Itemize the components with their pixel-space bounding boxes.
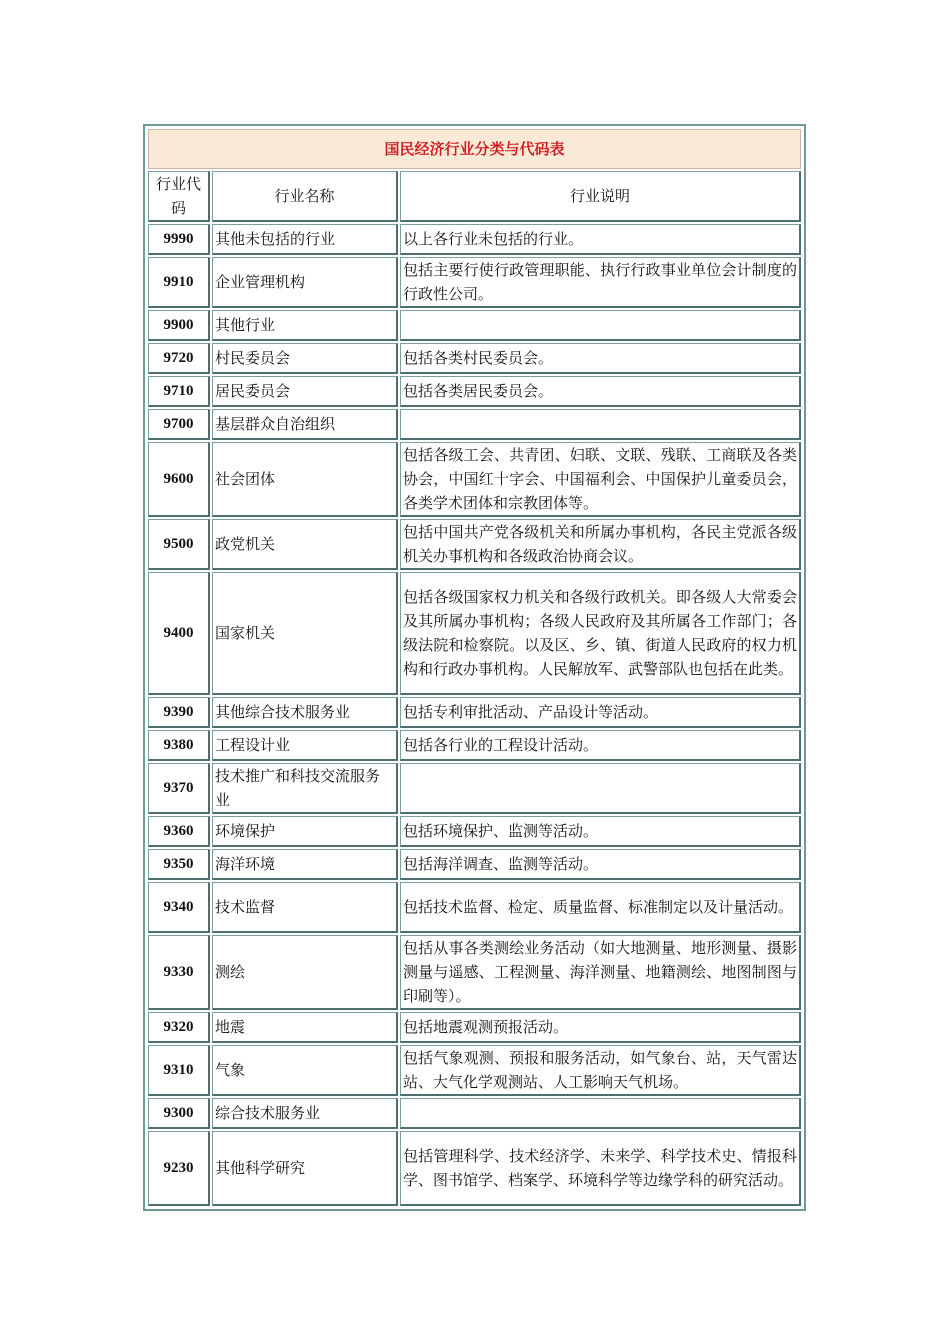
row-description: 包括中国共产党各级机关和所属办事机构，各民主党派各级机关办事机构和各级政治协商会议。 [400,519,801,570]
row-code: 9380 [148,730,210,761]
table-row [148,224,801,255]
row-name: 国家机关 [212,572,398,695]
row-description [400,310,801,341]
table-row [148,343,801,374]
row-description: 包括气象观测、预报和服务活动，如气象台、站，天气雷达站、大气化学观测站、人工影响天气机场。 [400,1045,801,1096]
table-body [148,129,801,1206]
table-row [148,849,801,880]
row-name: 社会团体 [212,442,398,517]
row-description: 包括各级国家权力机关和各级行政机关。即各级人大常委会及其所属办事机构；各级人民政府及其所属各工作部门；各级法院和检察院。以及区、乡、镇、街道人民政府的权力机构和行政办事机构。人民解放军、武警部队也包括在此类。 [400,572,801,695]
table-row [148,763,801,814]
table-row [148,519,801,570]
row-name: 其他未包括的行业 [212,224,398,255]
row-description: 包括地震观测预报活动。 [400,1012,801,1043]
table-row [148,409,801,440]
row-code: 9390 [148,697,210,728]
row-code: 9900 [148,310,210,341]
row-description [400,763,801,814]
row-code: 9360 [148,816,210,847]
table-row [148,730,801,761]
row-code: 9910 [148,257,210,308]
row-name: 环境保护 [212,816,398,847]
row-name: 企业管理机构 [212,257,398,308]
row-description: 包括管理科学、技术经济学、未来学、科学技术史、情报科学、图书馆学、档案学、环境科学等边缘学科的研究活动。 [400,1131,801,1206]
row-name: 测绘 [212,935,398,1010]
row-name: 综合技术服务业 [212,1098,398,1129]
table-row [148,935,801,1010]
row-name: 海洋环境 [212,849,398,880]
header-name: 行业名称 [212,171,398,222]
row-code: 9700 [148,409,210,440]
row-name: 气象 [212,1045,398,1096]
row-code: 9230 [148,1131,210,1206]
row-name: 居民委员会 [212,376,398,407]
table-title: 国民经济行业分类与代码表 [148,129,801,169]
row-code: 9400 [148,572,210,695]
table-row [148,442,801,517]
table-row [148,1012,801,1043]
table-row [148,257,801,308]
row-description [400,409,801,440]
row-name: 技术推广和科技交流服务业 [212,763,398,814]
row-description: 包括从事各类测绘业务活动（如大地测量、地形测量、摄影测量与遥感、工程测量、海洋测量、地籍测绘、地图制图与印刷等）。 [400,935,801,1010]
industry-code-table-frame [143,124,806,1211]
row-code: 9720 [148,343,210,374]
row-description: 包括主要行使行政管理职能、执行行政事业单位会计制度的行政性公司。 [400,257,801,308]
row-code: 9320 [148,1012,210,1043]
table-row [148,1045,801,1096]
row-name: 其他行业 [212,310,398,341]
table-row [148,697,801,728]
row-code: 9990 [148,224,210,255]
row-name: 技术监督 [212,882,398,933]
row-name: 基层群众自治组织 [212,409,398,440]
row-code: 9600 [148,442,210,517]
row-code: 9710 [148,376,210,407]
row-description: 包括专利审批活动、产品设计等活动。 [400,697,801,728]
row-name: 其他综合技术服务业 [212,697,398,728]
table-row [148,1131,801,1206]
row-description: 包括各类村民委员会。 [400,343,801,374]
table-row [148,1098,801,1129]
table-row [148,310,801,341]
row-description: 包括海洋调查、监测等活动。 [400,849,801,880]
row-code: 9370 [148,763,210,814]
row-name: 工程设计业 [212,730,398,761]
row-name: 地震 [212,1012,398,1043]
row-name: 政党机关 [212,519,398,570]
row-name: 村民委员会 [212,343,398,374]
row-code: 9330 [148,935,210,1010]
table-row [148,816,801,847]
row-description: 包括技术监督、检定、质量监督、标准制定以及计量活动。 [400,882,801,933]
table-row [148,572,801,695]
row-name: 其他科学研究 [212,1131,398,1206]
row-code: 9500 [148,519,210,570]
row-description: 包括各行业的工程设计活动。 [400,730,801,761]
row-code: 9310 [148,1045,210,1096]
table-row [148,882,801,933]
header-code: 行业代码 [148,171,210,222]
row-code: 9300 [148,1098,210,1129]
industry-code-table [146,127,803,1208]
table-row [148,376,801,407]
row-description: 包括环境保护、监测等活动。 [400,816,801,847]
row-description [400,1098,801,1129]
header-description: 行业说明 [400,171,801,222]
row-code: 9350 [148,849,210,880]
row-description: 包括各级工会、共青团、妇联、文联、残联、工商联及各类协会，中国红十字会、中国福利会、中国保护儿童委员会，各类学术团体和宗教团体等。 [400,442,801,517]
row-code: 9340 [148,882,210,933]
row-description: 以上各行业未包括的行业。 [400,224,801,255]
row-description: 包括各类居民委员会。 [400,376,801,407]
